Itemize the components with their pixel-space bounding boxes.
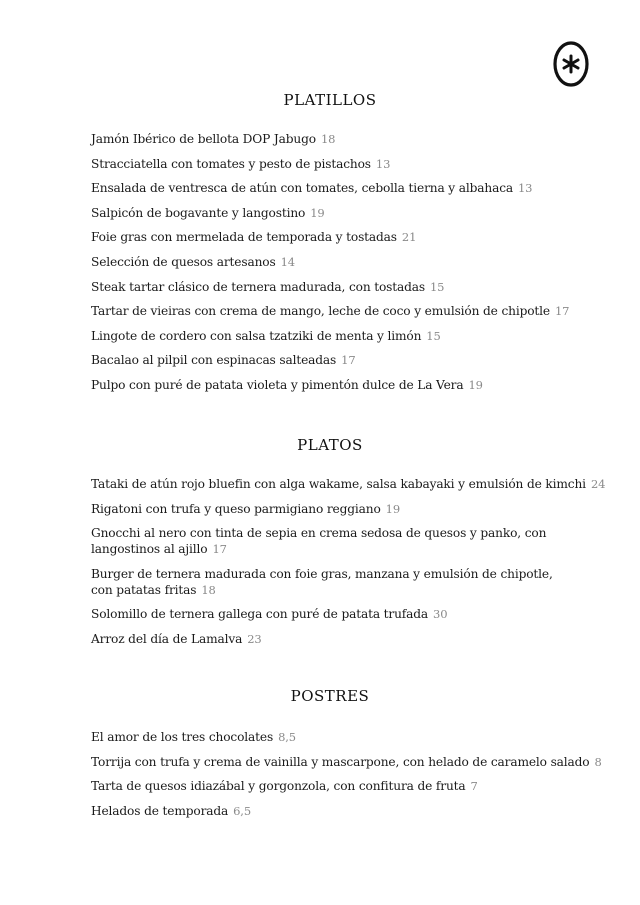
- dish-price: 15: [430, 279, 445, 294]
- asterisk-oval-logo-icon: [552, 40, 590, 88]
- dish-name: Gnocchi al nero con tinta de sepia en crema sedosa de quesos y panko, con: [91, 526, 547, 541]
- dish-price: 15: [426, 328, 441, 343]
- menu-item: [91, 180, 569, 196]
- dish-name: Steak tartar clásico de ternera madurada, con tostadas: [91, 279, 426, 294]
- dish-price: 17: [555, 304, 570, 319]
- dish-name: Burger de ternera madurada con foie gras, manzana y emulsión de chipotle,: [91, 566, 553, 581]
- menu-item: [91, 631, 605, 647]
- menu-item: [91, 328, 569, 344]
- dish-price: 14: [280, 254, 295, 269]
- dish-name: Lingote de cordero con salsa tzatziki de menta y limón: [91, 328, 422, 343]
- dish-price: 17: [212, 542, 227, 557]
- dish-price: 21: [401, 230, 417, 245]
- menu-item: [91, 525, 605, 557]
- section-title-postres: POSTRES: [290, 687, 370, 705]
- menu-item: [91, 279, 569, 295]
- dish-name: Stracciatella con tomates y pesto de pistachos: [91, 156, 371, 171]
- menu-item: [91, 778, 602, 794]
- dish-price: 17: [341, 353, 356, 368]
- dish-name: El amor de los tres chocolates: [91, 730, 274, 744]
- menu-item: [91, 501, 605, 517]
- dish-name: Pulpo con puré de patata violeta y pimentón dulce de La Vera: [91, 377, 464, 392]
- dish-price: 6,5: [233, 803, 251, 818]
- dish-price: 19: [310, 205, 325, 220]
- dish-name: Arroz del día de Lamalva: [91, 631, 243, 646]
- dish-name: Torrija con trufa y crema de vainilla y mascarpone, con helado de caramelo salado: [91, 754, 590, 769]
- dish-name: Helados de temporada: [91, 803, 229, 818]
- menu-list-platillos: [91, 131, 569, 393]
- dish-name: Tarta de quesos idiazábal y gorgonzola, con confitura de fruta: [91, 779, 466, 794]
- menu-item: [91, 131, 569, 147]
- dish-name: Foie gras con mermelada de temporada y tostadas: [91, 230, 397, 245]
- menu-item: [91, 352, 569, 368]
- menu-item: [91, 566, 605, 598]
- dish-name: Solomillo de ternera gallega con puré de patata trufada: [91, 607, 429, 622]
- dish-name: Tartar de vieiras con crema de mango, leche de coco y emulsión de chipotle: [91, 304, 550, 319]
- menu-item: [91, 729, 602, 745]
- dish-name: Jamón Ibérico de bellota DOP Jabugo: [91, 132, 316, 146]
- menu-item: [91, 803, 602, 819]
- dish-price: 13: [375, 156, 391, 171]
- menu-item: [91, 606, 605, 622]
- dish-name-continued: con patatas fritas: [91, 582, 197, 597]
- menu-item: [91, 205, 569, 221]
- menu-item: [91, 476, 605, 492]
- dish-name: Bacalao al pilpil con espinacas salteadas: [91, 353, 337, 368]
- menu-item: [91, 377, 569, 393]
- dish-price: 23: [247, 631, 262, 646]
- menu-item: [91, 156, 569, 172]
- dish-price: 18: [201, 582, 216, 597]
- section-title-platillos: PLATILLOS: [283, 91, 377, 109]
- dish-price: 24: [590, 477, 606, 491]
- dish-price: 19: [385, 501, 401, 516]
- section-title-platos: PLATOS: [297, 436, 363, 454]
- dish-price: 30: [433, 607, 448, 622]
- dish-name: Tataki de atún rojo bluefin con alga wakame, salsa kabayaki y emulsión de kimchi: [91, 477, 586, 491]
- dish-price: 18: [320, 132, 336, 146]
- menu-list-postres: [91, 729, 602, 819]
- menu-item: [91, 229, 569, 245]
- dish-name: Ensalada de ventresca de atún con tomates, cebolla tierna y albahaca: [91, 181, 513, 196]
- dish-name: Salpicón de bogavante y langostino: [91, 205, 306, 220]
- dish-price: 8: [594, 754, 602, 769]
- dish-name-continued: langostinos al ajillo: [91, 542, 208, 557]
- menu-list-platos: [91, 476, 605, 647]
- menu-item: [91, 254, 569, 270]
- dish-price: 13: [517, 181, 533, 196]
- dish-name: Selección de quesos artesanos: [91, 254, 276, 269]
- dish-price: 19: [468, 377, 483, 392]
- dish-price: 8,5: [278, 730, 296, 744]
- menu-item: [91, 754, 602, 770]
- dish-price: 7: [470, 779, 478, 794]
- dish-name: Rigatoni con trufa y queso parmigiano reggiano: [91, 501, 381, 516]
- menu-item: [91, 303, 569, 319]
